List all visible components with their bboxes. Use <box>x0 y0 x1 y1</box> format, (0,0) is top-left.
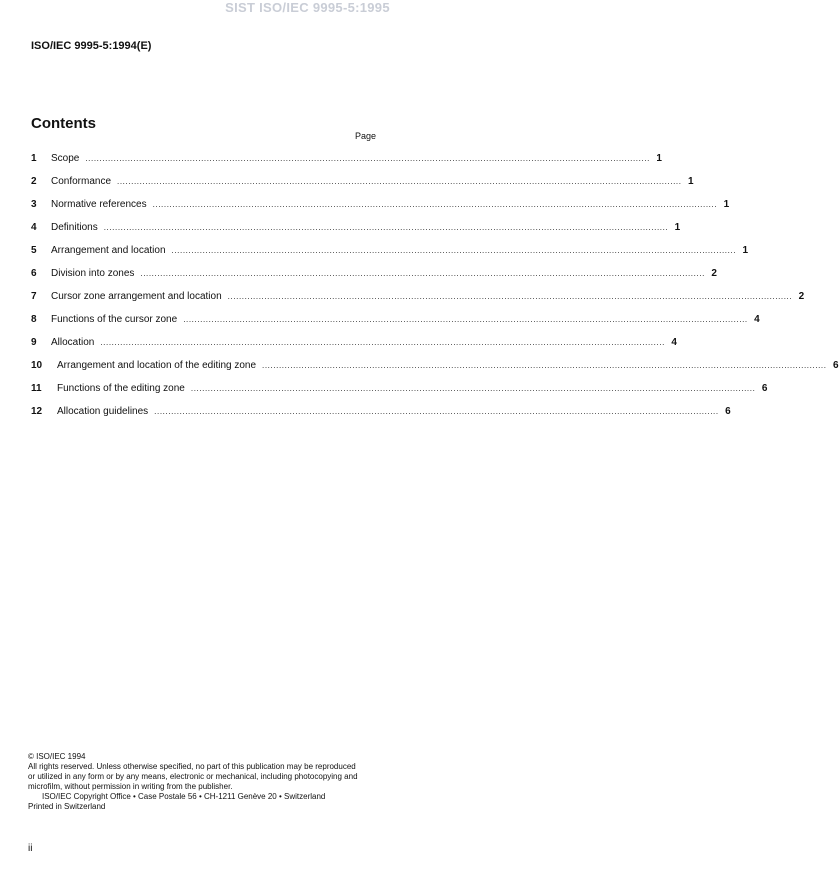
toc-entry-page: 2 <box>711 268 717 279</box>
toc-entry-page: 1 <box>723 199 730 210</box>
toc-entry-title: Scope <box>51 153 80 164</box>
page-number: ii <box>28 843 33 854</box>
toc-leader-dots: ........................................................................................................................................................................................................ <box>117 177 682 186</box>
toc-entry-title: Allocation guidelines <box>57 406 149 417</box>
toc-entry-page: 1 <box>742 245 749 256</box>
toc-entry-title: Normative references <box>51 199 147 210</box>
toc-entry-page: 1 <box>674 222 681 233</box>
copyright-rights: microfilm, without permission in writing from the publisher. <box>28 782 233 791</box>
document-id: ISO/IEC 9995-5:1994(E) <box>31 40 152 52</box>
toc-entry-number: 6 <box>31 268 37 279</box>
toc-entry-title: Functions of the cursor zone <box>51 314 178 325</box>
toc-entry-number: 12 <box>31 406 43 417</box>
toc-entry[interactable] <box>31 222 681 235</box>
toc-entry[interactable] <box>31 360 839 373</box>
toc-entry[interactable] <box>31 176 694 189</box>
toc-entry-page: 6 <box>761 383 768 394</box>
toc-entry[interactable] <box>31 268 717 281</box>
copyright-rights: or utilized in any form or by any means, electronic or mechanical, including photocopying and <box>28 772 358 781</box>
toc-entry-number: 5 <box>31 245 37 256</box>
watermark: SIST ISO/IEC 9995-5:1995 <box>225 0 390 15</box>
toc-leader-dots: ........................................................................................................................................................................................................ <box>227 292 793 301</box>
toc-entry-number: 3 <box>31 199 37 210</box>
toc-entry-title: Conformance <box>51 176 112 187</box>
toc-entry-number: 10 <box>31 360 43 371</box>
toc-entry-title: Cursor zone arrangement and location <box>51 291 222 302</box>
toc-entry-title: Allocation <box>51 337 95 348</box>
toc-entry-page: 1 <box>656 153 662 164</box>
toc-entry-page: 2 <box>798 291 805 302</box>
toc-leader-dots: ........................................................................................................................................................................................................ <box>140 269 705 278</box>
toc-entry-title: Arrangement and location of the editing zone <box>57 360 257 371</box>
toc-entry-title: Arrangement and location <box>51 245 166 256</box>
toc-entry-title: Definitions <box>51 222 98 233</box>
toc-leader-dots: ........................................................................................................................................................................................................ <box>262 361 827 370</box>
toc-entry-page: 6 <box>725 406 731 417</box>
toc-entry[interactable] <box>31 383 768 396</box>
toc-entry[interactable] <box>31 245 749 258</box>
toc-leader-dots: ........................................................................................................................................................................................................ <box>154 407 719 416</box>
toc-leader-dots: ........................................................................................................................................................................................................ <box>183 315 748 324</box>
toc-entry-number: 4 <box>31 222 37 233</box>
toc-leader-dots: ........................................................................................................................................................................................................ <box>103 223 669 232</box>
toc-entry-page: 1 <box>688 176 694 187</box>
copyright-line: © ISO/IEC 1994 <box>28 752 86 761</box>
printed-in: Printed in Switzerland <box>28 802 106 811</box>
toc-leader-dots: ........................................................................................................................................................................................................ <box>85 154 650 163</box>
toc-leader-dots: ........................................................................................................................................................................................................ <box>100 338 665 347</box>
toc-entry[interactable] <box>31 153 662 166</box>
page-column-label: Page <box>355 131 377 141</box>
toc-leader-dots: ........................................................................................................................................................................................................ <box>171 246 737 255</box>
contents-heading: Contents <box>31 115 96 132</box>
toc-entry-number: 7 <box>31 291 37 302</box>
toc-entry[interactable] <box>31 314 760 327</box>
toc-entry-page: 4 <box>671 337 677 348</box>
toc-entry-number: 2 <box>31 176 37 187</box>
toc-entry-page: 6 <box>833 360 839 371</box>
toc-leader-dots: ........................................................................................................................................................................................................ <box>190 384 756 393</box>
toc-entry-number: 1 <box>31 153 37 164</box>
toc-entry-number: 9 <box>31 337 37 348</box>
copyright-office: ISO/IEC Copyright Office • Case Postale 56 • CH-1211 Genève 20 • Switzerland <box>42 792 326 801</box>
toc-entry-title: Division into zones <box>51 268 135 279</box>
toc-entry[interactable] <box>31 199 730 212</box>
copyright-rights: All rights reserved. Unless otherwise specified, no part of this publication may be reproduced <box>28 762 356 771</box>
toc-entry[interactable] <box>31 337 677 350</box>
toc-entry-title: Functions of the editing zone <box>57 383 185 394</box>
toc-leader-dots: ........................................................................................................................................................................................................ <box>152 200 718 209</box>
toc-entry[interactable] <box>31 406 731 419</box>
toc-entry-page: 4 <box>754 314 760 325</box>
copyright-notice <box>28 752 383 812</box>
toc-entry-number: 8 <box>31 314 37 325</box>
toc-entry-number: 11 <box>31 383 42 394</box>
toc-entry[interactable] <box>31 291 805 304</box>
